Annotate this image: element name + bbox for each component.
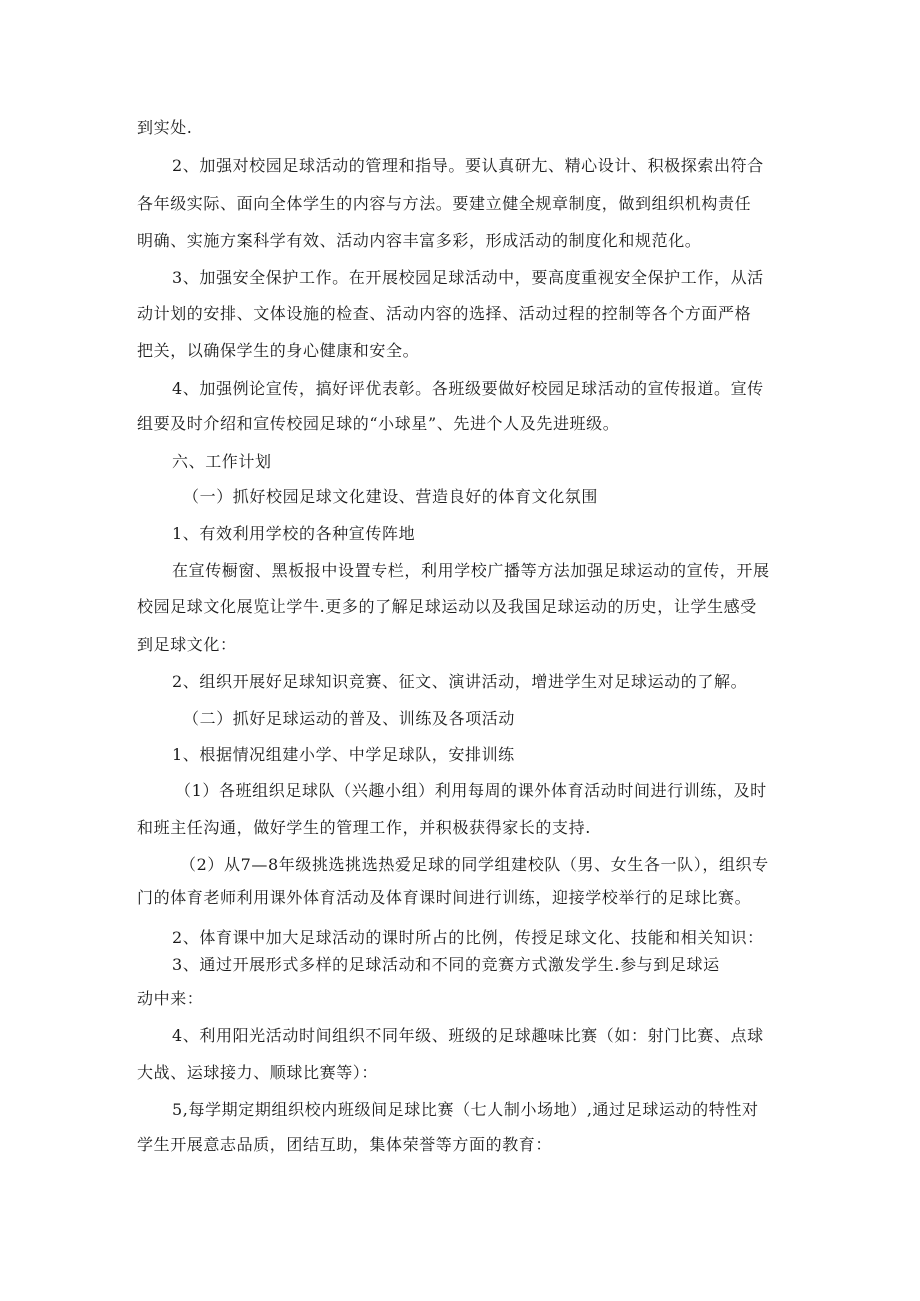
- text-line: 和班主任沟通，做好学生的管理工作，并积极获得家长的支持.: [137, 818, 591, 837]
- text-line: （2）从7—8年级挑选挑选热爱足球的同学组建校队（男、女生各一队），组织专: [180, 855, 769, 874]
- subsection-heading: （二）抓好足球运动的普及、训练及各项活动: [183, 709, 516, 728]
- subsection-heading: （一）抓好校园足球文化建设、营造良好的体育文化氛围: [183, 487, 599, 506]
- text-line: 2、加强对校园足球活动的管理和指导。要认真研尢、精心设计、积极探索出符合: [172, 156, 764, 175]
- text-line: 校园足球文化展览让学牛.更多的了解足球运动以及我国足球运动的历史，让学生感受: [137, 597, 757, 616]
- text-line: 到足球文化：: [137, 635, 237, 654]
- text-line: 1、根据情况组建小学、中学足球队，安排训练: [172, 745, 515, 764]
- text-line: 2、组织开展好足球知识竞赛、征文、演讲活动，增进学生对足球运动的了解。: [172, 672, 748, 691]
- text-line: 在宣传橱窗、黑板报中设置专栏，利用学校广播等方法加强足球运动的宣传，开展: [172, 561, 770, 580]
- text-line: 学生开展意志品质，团结互助，集体荣誉等方面的教育：: [137, 1135, 553, 1154]
- text-line: 明确、实施方案科学有效、活动内容丰富多彩，形成活动的制度化和规范化。: [137, 231, 702, 250]
- text-line: 1、有效利用学校的各种宣传阵地: [172, 524, 416, 543]
- text-line: 门的体育老师利用课外体育活动及体育课时间进行训练，迎接学校举行的足球比赛。: [137, 888, 752, 907]
- text-line: 各年级实际、面向全体学生的内容与方法。要建立健全规章制度，做到组织机构责任: [137, 194, 752, 213]
- text-line: 4、利用阳光活动时间组织不同年级、班级的足球趣味比赛（如：射门比赛、点球: [172, 1026, 764, 1045]
- text-line: 组要及时介绍和宣传校园足球的“小球星”、先进个人及先进班级。: [137, 414, 620, 433]
- text-line: 4、加强例论宣传，搞好评优表彰。各班级要做好校园足球活动的宣传报道。宣传: [172, 379, 764, 398]
- text-line: 3、加强安全保护工作。在开展校园足球活动中，要高度重视安全保护工作，从活: [172, 268, 764, 287]
- text-line: 大战、运球接力、顺球比赛等）：: [137, 1063, 379, 1082]
- section-heading: 六、工作计划: [172, 452, 272, 471]
- text-line: （1）各班组织足球队（兴趣小组）利用每周的课外体育活动时间进行训练，及时: [175, 781, 767, 800]
- text-line: 到实处.: [137, 118, 193, 137]
- text-line: 3、通过开展形式多样的足球活动和不同的竞赛方式激发学生.参与到足球运: [172, 955, 720, 974]
- text-line: 动中来：: [137, 989, 204, 1008]
- text-line: 5,每学期定期组织校内班级间足球比赛（七人制小场地）,通过足球运动的特性对: [172, 1100, 759, 1119]
- text-line: 2、体育课中加大足球活动的课时所占的比例，传授足球文化、技能和相关知识：: [172, 928, 764, 947]
- text-line: 把关，以确保学生的身心健康和安全。: [137, 341, 420, 360]
- text-line: 动计划的安排、文体设施的检查、活动内容的选择、活动过程的控制等各个方面严格: [137, 304, 752, 323]
